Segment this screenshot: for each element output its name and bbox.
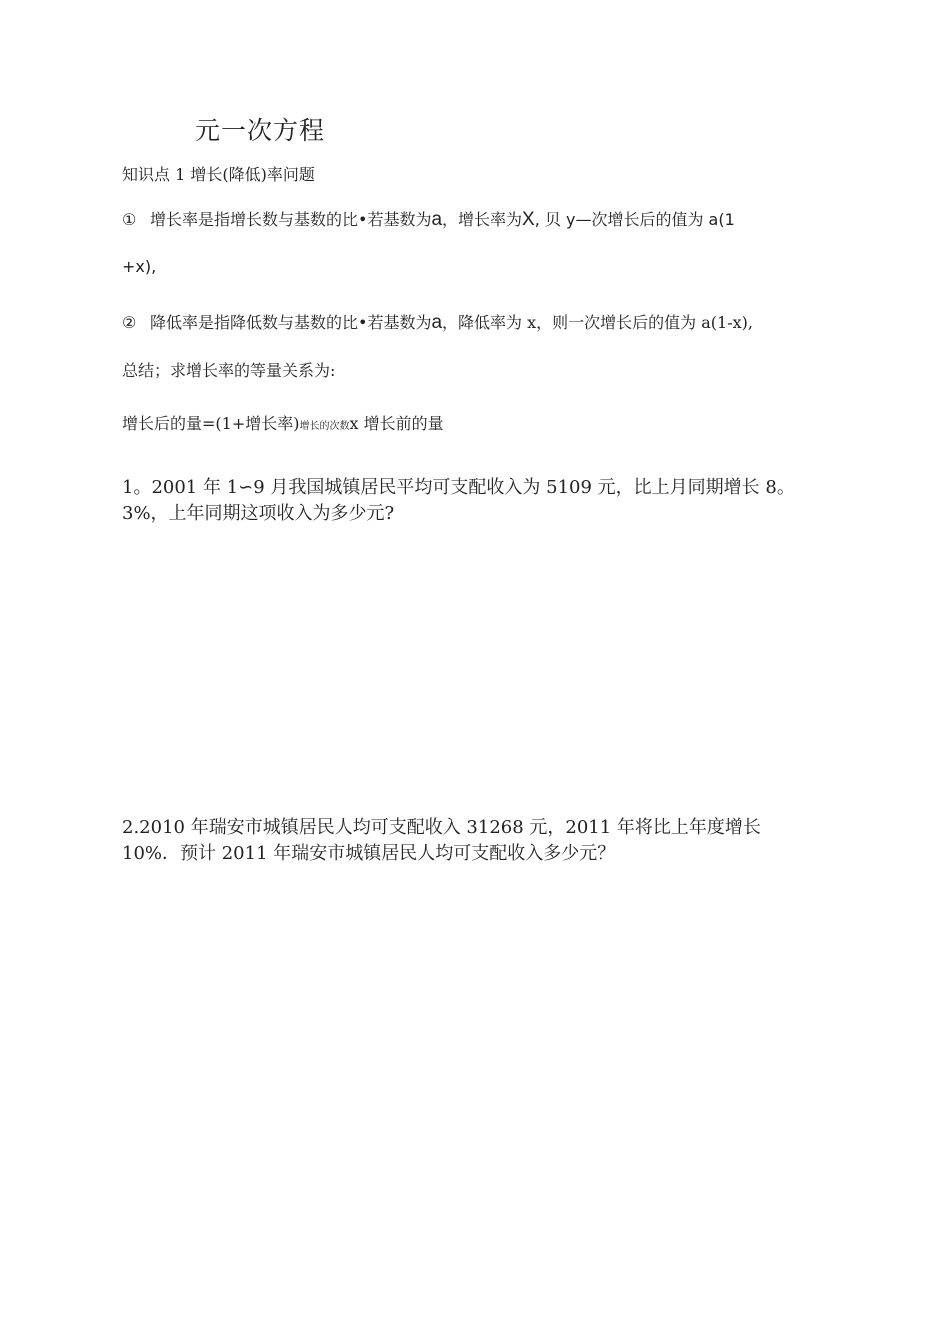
item-1-text-a: 增长率是指增长数与基数的比•若基数为 [150,210,432,229]
question-1-line-2: 3%，上年同期这项收入为多少元? [122,503,395,524]
formula-tail: x 增长前的量 [349,414,444,433]
knowledge-heading: 知识点 1 增长(降低)率问题 [122,165,315,184]
question-2 [122,815,761,867]
item-2-text-b: ，降低率为 x，则一次增长后的值为 a(1-x), [442,313,753,332]
item-1-continuation: +x), [122,257,157,276]
formula-main: 增长后的量=(1+增长率) [122,414,300,433]
page-title: 元一次方程 [195,116,326,145]
definition-item-2 [122,310,753,334]
item-1-var-a: a [431,209,443,230]
formula-subscript: 增长的次数 [299,421,350,432]
item-1-var-x: X [522,209,535,230]
item-1-text-b: ，增长率为 [442,210,523,229]
question-1 [122,475,795,527]
item-2-marker: ② [122,313,137,332]
definition-item-1 [122,207,735,231]
question-2-line-2: 10%．预计 2011 年瑞安市城镇居民人均可支配收入多少元？ [122,843,616,864]
item-1-text-c: , 贝 y—次增长后的值为 a(1 [534,210,735,229]
formula-line [122,411,444,434]
item-1-marker: ① [122,210,137,229]
item-2-text-a: 降低率是指降低数与基数的比•若基数为 [150,313,432,332]
item-2-var-a: a [431,312,443,333]
question-2-line-1: 2.2010 年瑞安市城镇居民人均可支配收入 31268 元，2011 年将比上年度增长 [122,817,761,838]
question-1-line-1: 1。2001 年 1∽9 月我国城镇居民平均可支配收入为 5109 元，比上月同期增长 8。 [122,477,795,498]
summary-line: 总结；求增长率的等量关系为: [122,361,336,380]
